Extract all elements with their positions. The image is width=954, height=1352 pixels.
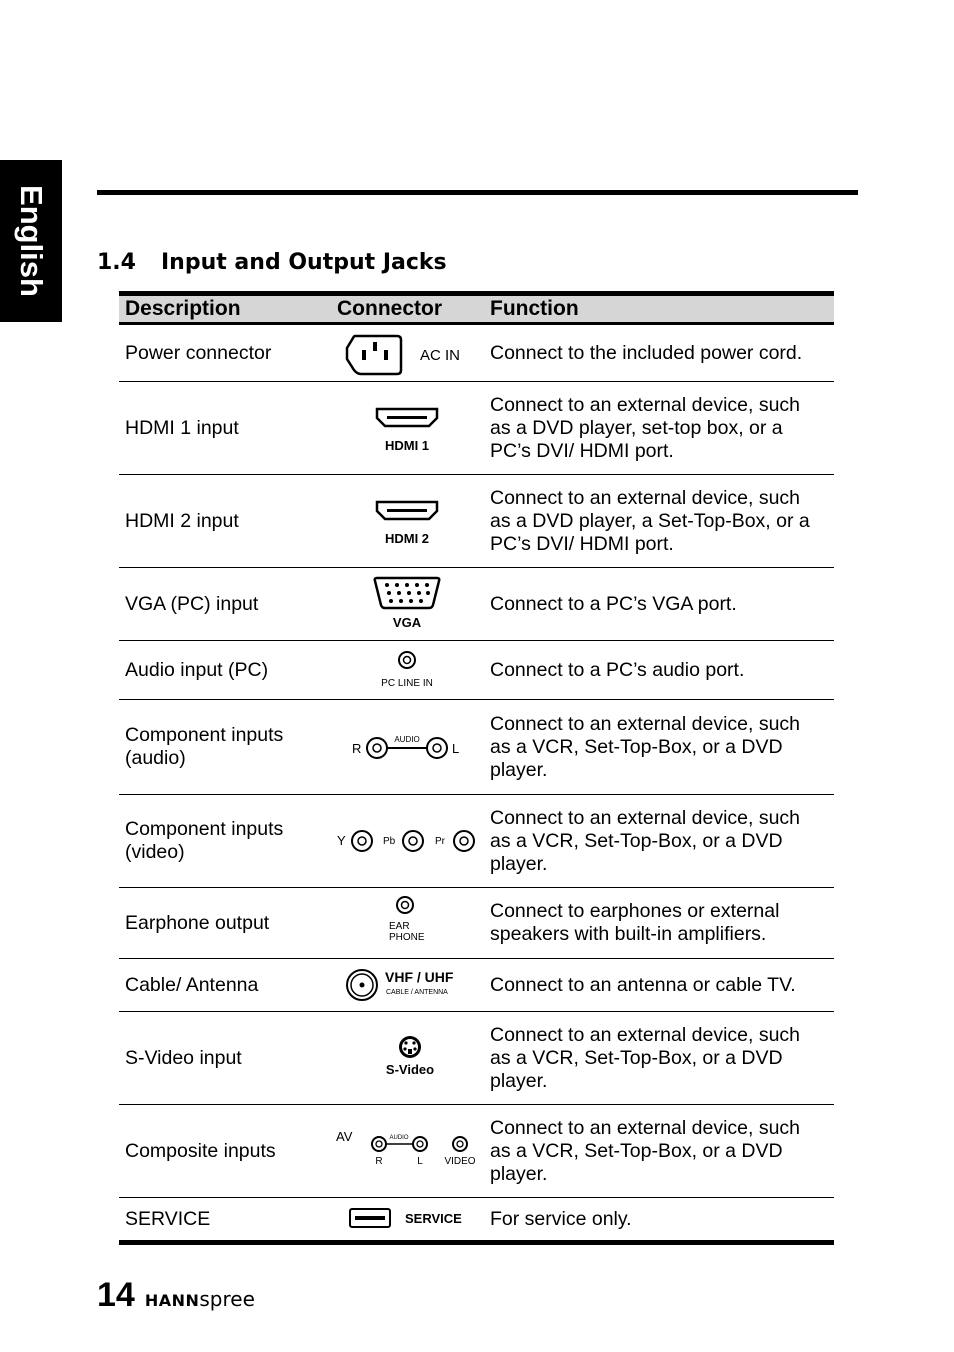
page-number: 14 (97, 1276, 135, 1314)
row-description: Power connector (119, 324, 331, 382)
connector-label: HDMI 2 (384, 531, 430, 546)
header-connector: Connector (331, 294, 484, 324)
row-connector (331, 641, 484, 700)
row-connector (331, 324, 484, 382)
s-video-port-icon (331, 1028, 484, 1088)
connector-label: S-Video (385, 1062, 435, 1077)
row-function: Connect to the included power cord. (484, 324, 834, 382)
row-description: Component inputs (video) (119, 795, 331, 888)
service-port-icon (331, 1201, 484, 1237)
row-description: S-Video input (119, 1012, 331, 1105)
header-description: Description (119, 294, 331, 324)
table-row (119, 1105, 834, 1198)
row-function: Connect to earphones or external speakers with built-in amplifiers. (484, 888, 834, 959)
connector-label: PC LINE IN (381, 678, 433, 689)
row-description: Composite inputs (119, 1105, 331, 1198)
row-description: Earphone output (119, 888, 331, 959)
row-function: For service only. (484, 1198, 834, 1243)
table-row (119, 1012, 834, 1105)
table-row (119, 382, 834, 475)
row-connector (331, 700, 484, 795)
row-connector (331, 1012, 484, 1105)
connector-label: VIDEO (444, 1156, 476, 1167)
connector-label: AC IN (420, 347, 461, 364)
connector-label: AV (336, 1129, 353, 1144)
row-function: Connect to an external device, such as a DVD player, a Set-Top-Box, or a PC’s DVI/ HDMI port. (484, 475, 834, 568)
table-row (119, 959, 834, 1012)
row-connector (331, 475, 484, 568)
row-connector (331, 568, 484, 641)
hdmi-port-icon (331, 393, 484, 463)
row-description: HDMI 2 input (119, 475, 331, 568)
connector-label: Y (337, 833, 346, 848)
coaxial-antenna-icon (331, 963, 484, 1007)
row-connector (331, 795, 484, 888)
row-function: Connect to an external device, such as a VCR, Set-Top-Box, or a DVD player. (484, 795, 834, 888)
row-description: Component inputs (audio) (119, 700, 331, 795)
section-title: Input and Output Jacks (161, 250, 447, 275)
brand-logo-bold: HANN (144, 1291, 200, 1310)
connector-label: L (417, 1156, 423, 1167)
connector-label: R (352, 741, 362, 756)
language-tab-label: English (14, 185, 49, 297)
connector-label: Pb (383, 836, 396, 847)
vga-port-icon (331, 571, 484, 637)
composite-av-icon (331, 1126, 484, 1176)
row-function: Connect to an external device, such as a VCR, Set-Top-Box, or a DVD player. (484, 1105, 834, 1198)
connector-label: L (452, 741, 460, 756)
table-row (119, 568, 834, 641)
connector-label: SERVICE (405, 1211, 462, 1226)
language-tab (0, 160, 62, 322)
row-function: Connect to an external device, such as a VCR, Set-Top-Box, or a DVD player. (484, 700, 834, 795)
rca-audio-pair-icon (331, 727, 484, 767)
connector-label: HDMI 1 (384, 438, 430, 453)
ac-power-socket-icon (331, 326, 484, 380)
earphone-jack-icon (331, 893, 484, 953)
row-description: VGA (PC) input (119, 568, 331, 641)
connector-label: VGA (392, 615, 422, 630)
table-row (119, 700, 834, 795)
table-row (119, 324, 834, 382)
row-function: Connect to an external device, such as a DVD player, set-top box, or a PC’s DVI/ HDMI port. (484, 382, 834, 475)
connector-label: PHONE (389, 932, 425, 943)
row-connector (331, 959, 484, 1012)
row-description: Cable/ Antenna (119, 959, 331, 1012)
table-row (119, 641, 834, 700)
connector-label: AUDIO (389, 1135, 409, 1141)
connector-label: R (375, 1156, 383, 1167)
row-description: HDMI 1 input (119, 382, 331, 475)
row-connector (331, 888, 484, 959)
rca-component-video-icon (331, 821, 484, 861)
row-connector (331, 1198, 484, 1243)
table-row (119, 888, 834, 959)
hdmi-port-icon (331, 486, 484, 556)
row-function: Connect to an antenna or cable TV. (484, 959, 834, 1012)
row-connector (331, 382, 484, 475)
row-description: Audio input (PC) (119, 641, 331, 700)
table-header-row (119, 294, 834, 324)
section-number: 1.4 (97, 250, 136, 275)
row-connector (331, 1105, 484, 1198)
section-heading (97, 250, 447, 275)
table-row (119, 795, 834, 888)
connector-label: CABLE / ANTENNA (386, 989, 448, 996)
table-row (119, 475, 834, 568)
row-description: SERVICE (119, 1198, 331, 1243)
connector-label: EAR (389, 921, 410, 932)
connector-label: Pr (435, 836, 445, 847)
header-function: Function (484, 294, 834, 324)
connector-label: AUDIO (394, 735, 420, 744)
row-function: Connect to a PC’s VGA port. (484, 568, 834, 641)
row-function: Connect to a PC’s audio port. (484, 641, 834, 700)
top-rule (97, 190, 858, 195)
connector-label: VHF / UHF (385, 969, 454, 985)
page-footer (97, 1276, 255, 1316)
brand-logo-light: spree (199, 1287, 255, 1311)
row-function: Connect to an external device, such as a VCR, Set-Top-Box, or a DVD player. (484, 1012, 834, 1105)
audio-jack-icon (331, 644, 484, 696)
jacks-table (119, 291, 834, 1245)
table-row (119, 1198, 834, 1243)
brand-logo (145, 1287, 255, 1311)
